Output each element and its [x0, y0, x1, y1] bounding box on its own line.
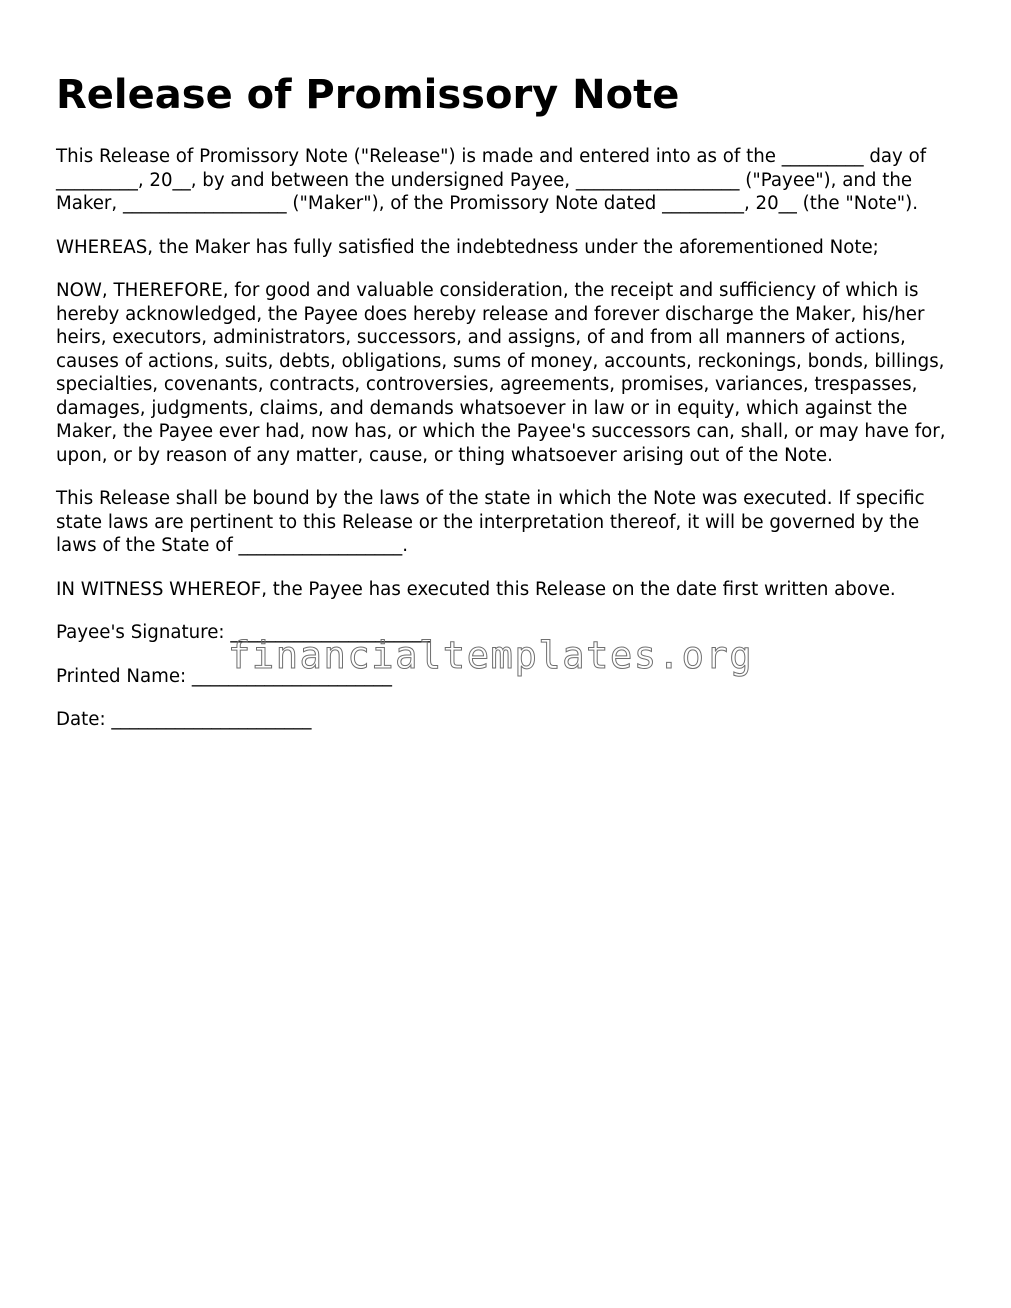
payee-signature-line: Payee's Signature: ______________________	[56, 622, 431, 643]
printed-name-line: Printed Name: ______________________	[56, 665, 392, 687]
witness-paragraph: IN WITNESS WHEREOF, the Payee has executed this Release on the date first written above.	[56, 578, 896, 600]
governing-law-paragraph: This Release shall be bound by the laws of the state in which the Note was executed. If specific state laws are pertinent to this Release or the interpretation thereof, it will be governed by the laws of the State of __________________.	[56, 488, 925, 556]
document-title: Release of Promissory Note	[56, 72, 680, 118]
whereas-paragraph: WHEREAS, the Maker has fully satisfied the indebtedness under the aforementioned Note;	[56, 236, 879, 258]
document-page	[56, 70, 956, 752]
watermark: financialtemplates.org	[228, 634, 754, 677]
release-clause-paragraph: NOW, THEREFORE, for good and valuable consideration, the receipt and sufficiency of which is hereby acknowledged, the Payee does hereby release and forever discharge the Maker, his/her heirs, executors, administrators, successors, and assigns, of and from all manners of actions, causes of actions, suits, debts, obligations, sums of money, accounts, reckonings, bonds, billings, specialties, covenants, contracts, controversies, agreements, promises, variances, trespasses, damages, judgments, claims, and demands whatsoever in law or in equity, which against the Maker, the Payee ever had, now has, or which the Payee's successors can, shall, or may have for, upon, or by reason of any matter, cause, or thing whatsoever arising out of the Note.	[56, 280, 946, 466]
intro-paragraph: This Release of Promissory Note ("Release") is made and entered into as of the _________ day of _________, 20__, by and between the undersigned Payee, __________________ ("Payee"), and the Maker, __________________ ("Maker"), of the Promissory Note dated _________, 20__ (the "Note").	[56, 146, 927, 214]
date-line: Date: ______________________	[56, 709, 312, 730]
